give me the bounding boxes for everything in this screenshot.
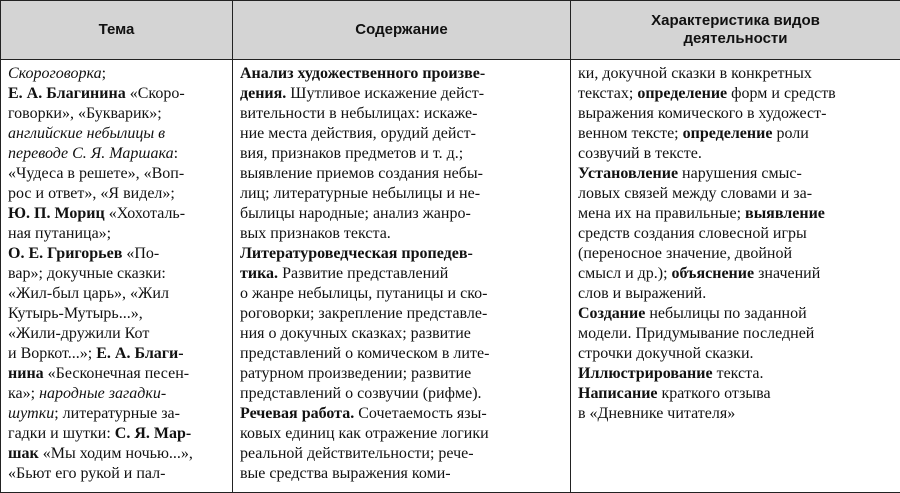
text-run: «Скоро- [125, 85, 185, 102]
text-run: вые средства выражения коми- [240, 465, 451, 482]
text-run: выявление приемов создания небы- [240, 165, 483, 182]
text-run: и Воркот...»; [8, 345, 97, 362]
bold-run: Анализ художественного произве- [240, 65, 486, 82]
bold-run: Литературоведческая пропедев- [240, 245, 473, 262]
text-line [578, 384, 895, 404]
text-line [8, 104, 227, 124]
italic-run: переводе С. Я. Маршака [8, 145, 174, 162]
text-run: «Бесконечная песен- [43, 365, 190, 382]
text-line [578, 144, 895, 164]
italic-run: народные загадки- [39, 385, 167, 402]
text-run: ная путаница»; [8, 225, 112, 242]
text-line [578, 164, 895, 184]
text-run: вар»; докучные сказки: [8, 265, 166, 282]
text-line [8, 64, 227, 84]
bold-run: нина [8, 365, 44, 382]
text-line [240, 244, 565, 264]
header-content: Содержание [233, 1, 571, 60]
text-line [8, 244, 227, 264]
text-line [8, 464, 227, 484]
bold-run: дения. [240, 85, 287, 102]
text-run: вых признаков текста. [240, 225, 391, 242]
cell-activity [571, 60, 900, 493]
text-line [240, 104, 565, 124]
bold-run: определение [637, 85, 728, 102]
text-line [240, 344, 565, 364]
text-line [8, 364, 227, 384]
text-line [8, 304, 227, 324]
text-line [8, 324, 227, 344]
bold-run: Ю. П. Мориц [8, 205, 105, 222]
text-run: рос и ответ», «Я видел»; [8, 185, 175, 202]
text-line [8, 344, 227, 364]
text-run: ; [101, 65, 107, 82]
text-line [240, 164, 565, 184]
italic-run: английские небылицы в [8, 125, 166, 142]
header-activity: Характеристика видов деятельности [571, 1, 900, 60]
bold-run: Установление [578, 165, 679, 182]
text-line [240, 264, 565, 284]
bold-run: объяснение [671, 265, 755, 282]
bold-run: Речевая работа. [240, 405, 355, 422]
text-run: Шутливое искажение дейст- [286, 85, 485, 102]
text-run: представлений о комическом в лите- [240, 345, 490, 362]
text-run: выражения комического в художест- [578, 105, 827, 122]
text-run: ки, докучной сказки в конкретных [578, 65, 812, 82]
bold-run: Иллюстрирование [578, 365, 713, 382]
text-line [240, 224, 565, 244]
text-line [578, 324, 895, 344]
text-run: краткого отзыва [657, 385, 771, 402]
body-row [1, 60, 900, 493]
text-run: роли [772, 125, 809, 142]
text-run: «По- [122, 245, 160, 262]
text-run: Кутырь-Мутырь...», [8, 305, 143, 322]
text-line [240, 204, 565, 224]
text-run: «Чудеса в решете», «Воп- [8, 165, 185, 182]
text-line [240, 324, 565, 344]
header-row [1, 1, 900, 60]
text-run: созвучий в тексте. [578, 145, 702, 162]
text-run: венном тексте; [578, 125, 683, 142]
text-line [8, 84, 227, 104]
text-run: «Бьют его рукой и пал- [8, 465, 166, 482]
text-run: ; литературные за- [54, 405, 180, 422]
text-run: о жанре небылицы, путаницы и ско- [240, 285, 488, 302]
text-run: «Жили-дружили Кот [8, 325, 150, 342]
text-run: гадки и шутки: [8, 425, 115, 442]
text-run: нарушения смыс- [678, 165, 802, 182]
text-run: говорки», «Букварик»; [8, 105, 162, 122]
text-run: «Жил-был царь», «Жил [8, 285, 169, 302]
text-line [240, 84, 565, 104]
text-run: строчки докучной сказки. [578, 345, 754, 362]
text-run: : [173, 145, 179, 162]
text-run: ковых единиц как отражение логики [240, 425, 489, 442]
text-line [8, 404, 227, 424]
cell-content [233, 60, 571, 493]
text-run: ратурном произведении; развитие [240, 365, 472, 382]
text-line [578, 204, 895, 224]
text-line [578, 84, 895, 104]
bold-run: С. Я. Мар- [114, 425, 192, 442]
italic-run: Скороговорка [8, 65, 102, 82]
text-line [8, 144, 227, 164]
text-line [8, 384, 227, 404]
text-run: форм и средств [727, 85, 836, 102]
text-line [240, 404, 565, 424]
text-line [8, 284, 227, 304]
text-line [8, 124, 227, 144]
text-run: роговорки; закрепление представле- [240, 305, 488, 322]
text-line [578, 124, 895, 144]
text-run: текстах; [578, 85, 638, 102]
bold-run: Е. А. Благи- [96, 345, 184, 362]
text-run: Развитие представлений [278, 265, 449, 282]
text-line [240, 304, 565, 324]
bold-run: Создание [578, 305, 646, 322]
text-line [240, 284, 565, 304]
text-run: модели. Придумывание последней [578, 325, 815, 342]
text-line [8, 224, 227, 244]
text-line [240, 424, 565, 444]
text-line [240, 384, 565, 404]
text-line [240, 464, 565, 484]
text-line [240, 124, 565, 144]
text-line [578, 304, 895, 324]
text-line [578, 284, 895, 304]
cell-theme [1, 60, 233, 493]
text-run: представлений о созвучии (рифме). [240, 385, 482, 402]
text-line [578, 364, 895, 384]
text-run: ка»; [8, 385, 40, 402]
text-run: в «Дневнике читателя» [578, 405, 736, 422]
text-run: слов и выражений. [578, 285, 707, 302]
text-line [578, 264, 895, 284]
text-run: небылицы по заданной [645, 305, 807, 322]
text-line [578, 104, 895, 124]
text-run: Сочетаемость язы- [354, 405, 487, 422]
text-line [240, 64, 565, 84]
italic-run: шутки [8, 405, 55, 422]
text-line [240, 184, 565, 204]
text-run: реальной действительности; рече- [240, 445, 474, 462]
text-run: смысл и др.); [578, 265, 672, 282]
text-run: лиц; литературные небылицы и не- [240, 185, 481, 202]
text-line [8, 264, 227, 284]
bold-run: Написание [578, 385, 658, 402]
header-theme: Тема [1, 1, 233, 60]
text-run: «Мы ходим ночью...», [38, 445, 193, 462]
text-line [578, 344, 895, 364]
text-line [578, 404, 895, 424]
text-line [578, 224, 895, 244]
text-line [240, 444, 565, 464]
text-line [578, 244, 895, 264]
text-line [8, 164, 227, 184]
text-line [240, 364, 565, 384]
text-run: средств создания словесной игры [578, 225, 807, 242]
text-line [8, 444, 227, 464]
text-run: значений [754, 265, 821, 282]
bold-run: шак [8, 445, 39, 462]
text-run: ния о докучных сказках; развитие [240, 325, 471, 342]
text-line [578, 64, 895, 84]
text-line [578, 184, 895, 204]
text-run: текста. [712, 365, 764, 382]
bold-run: выявление [745, 205, 825, 222]
bold-run: тика. [240, 265, 279, 282]
text-line [8, 204, 227, 224]
text-run: (переносное значение, двойной [578, 245, 793, 262]
text-run: мена их на правильные; [578, 205, 746, 222]
bold-run: определение [682, 125, 773, 142]
text-line [240, 144, 565, 164]
text-run: ние места действия, орудий дейст- [240, 125, 476, 142]
text-run: вительности в небылицах: искаже- [240, 105, 478, 122]
text-line [8, 184, 227, 204]
bold-run: О. Е. Григорьев [8, 245, 123, 262]
bold-run: Е. А. Благинина [8, 85, 126, 102]
text-run: «Хохоталь- [104, 205, 186, 222]
text-line [8, 424, 227, 444]
text-run: былицы народные; анализ жанро- [240, 205, 471, 222]
text-run: вия, признаков предметов и т. д.; [240, 145, 464, 162]
text-run: ловых связей между словами и за- [578, 185, 813, 202]
